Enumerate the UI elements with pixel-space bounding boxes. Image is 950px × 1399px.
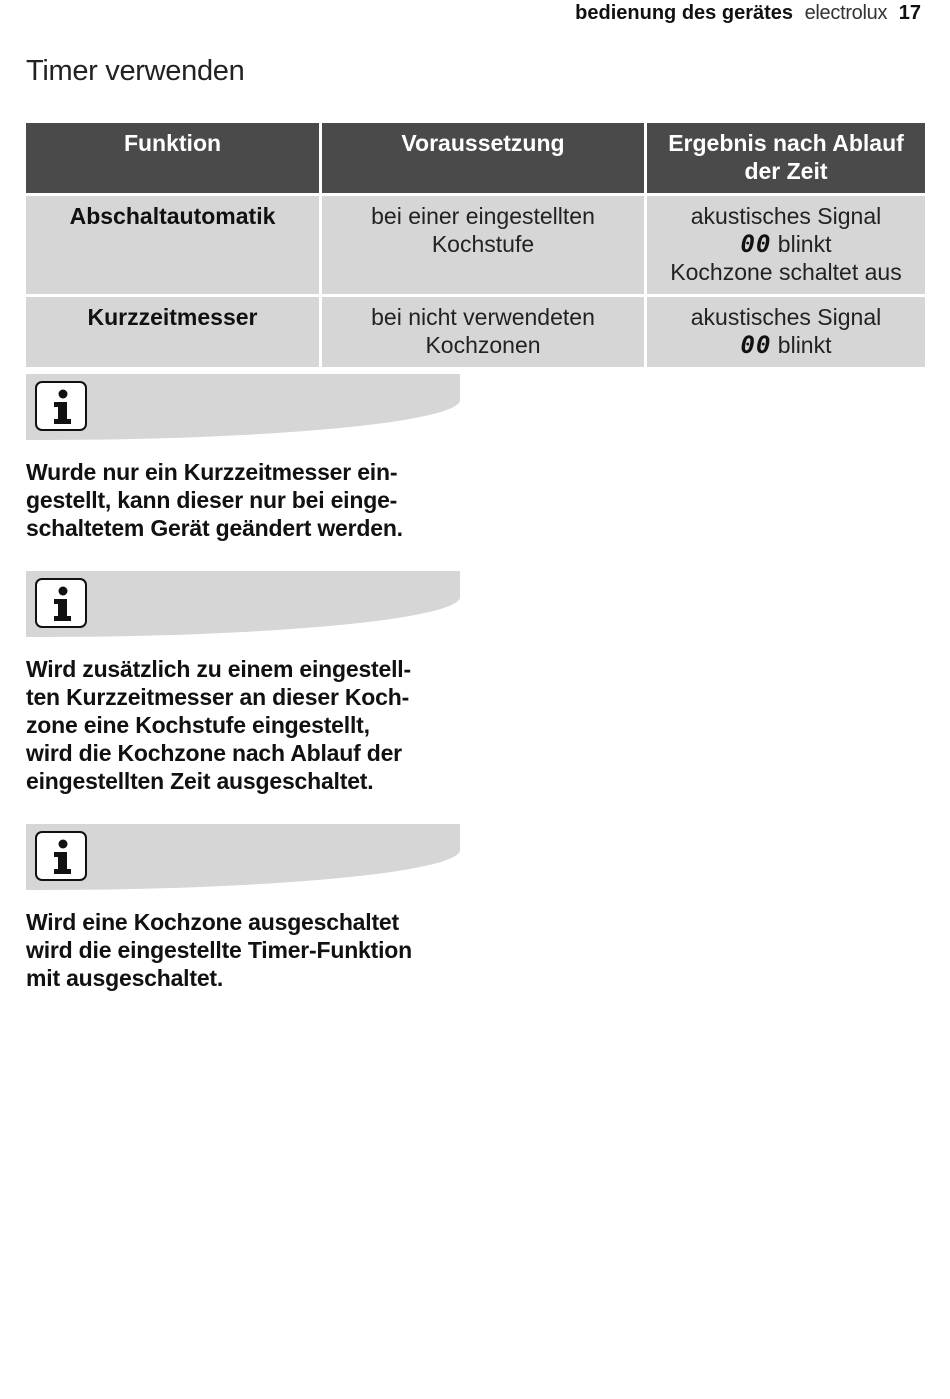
note-text [26,458,466,542]
note-line: wird die Kochzone nach Ablauf der [26,740,402,766]
note-line: gestellt, kann dieser nur bei einge- [26,487,398,513]
table-header-row [26,123,925,196]
condition-text: bei nicht verwendeten Kochzonen [371,304,595,358]
brand-name: electrolux [804,2,888,24]
page-title: Timer verwenden [26,55,245,87]
timer-table [23,123,928,370]
note-line: Wurde nur ein Kurzzeitmesser ein- [26,459,398,485]
column-header-condition: Voraussetzung [322,123,644,196]
section-name: bedienung des gerätes [575,2,794,24]
condition-text: bei einer eingestellten Kochstufe [371,203,595,257]
result-extra: Kochzone schaltet aus [670,259,902,285]
table-row [26,297,925,370]
page-number: 17 [898,2,921,24]
function-cell: Kurzzeitmesser [26,297,319,370]
note-line: schaltetem Gerät geändert werden. [26,515,403,541]
column-header-function: Funktion [26,123,319,196]
info-bar [26,374,460,440]
result-blink-line [653,230,919,258]
result-cell [647,297,925,370]
display-digits: 00 [740,331,772,359]
note-line: Wird eine Kochzone ausgeschaltet [26,909,399,935]
result-signal: akustisches Signal [690,304,882,330]
condition-cell [322,196,644,297]
page-header [575,0,921,26]
table-row [26,196,925,297]
info-icon [35,381,87,431]
note-text [26,655,466,795]
column-header-result: Ergebnis nach Ablauf der Zeit [647,123,925,196]
note-text [26,908,466,992]
note-line: ten Kurzzeitmesser an dieser Koch- [26,684,410,710]
note-line: wird die eingestellte Timer-Funktion [26,937,412,963]
result-blink: blinkt [777,332,832,358]
info-bar [26,571,460,637]
note-line: eingestellten Zeit ausgeschaltet. [26,768,374,794]
result-blink-line [653,331,919,359]
info-icon [35,831,87,881]
note-line: mit ausgeschaltet. [26,965,224,991]
note-line: zone eine Kochstufe eingestellt, [26,712,370,738]
result-blink: blinkt [777,231,832,257]
info-icon [35,578,87,628]
info-bar [26,824,460,890]
note-line: Wird zusätzlich zu einem eingestell- [26,656,411,682]
result-cell [647,196,925,297]
result-signal: akustisches Signal [690,203,882,229]
function-cell: Abschaltautomatik [26,196,319,297]
condition-cell [322,297,644,370]
display-digits: 00 [740,230,772,258]
